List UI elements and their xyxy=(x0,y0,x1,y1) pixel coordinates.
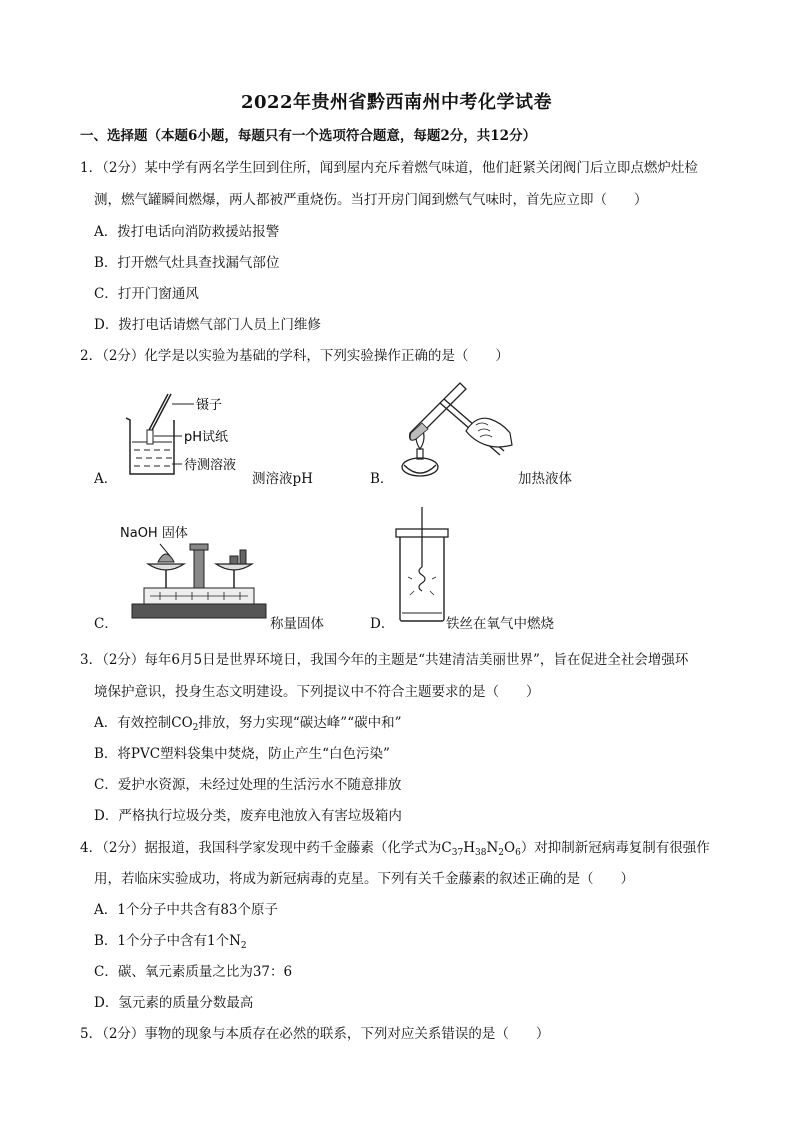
question-3-line-2: 境保护意识，投身生态文明建设。下列提议中不符合主题要求的是（ ） xyxy=(94,684,540,700)
question-4-option-c: C．碳、氧元素质量之比为37：6 xyxy=(94,964,293,980)
question-1-line-1: 1．（2分）某中学有两名学生回到住所，闻到屋内充斥着燃气味道，他们赶紧关闭阀门后立即点燃炉灶检 xyxy=(80,160,698,176)
question-2-option-d-caption: 铁丝在氧气中燃烧 xyxy=(446,616,554,632)
question-2-option-c-caption: 称量固体 xyxy=(270,616,324,632)
label-tweezers: 镊子 xyxy=(196,398,223,413)
heating-liquid-figure xyxy=(390,375,518,490)
question-2-option-b-caption: 加热液体 xyxy=(518,471,572,487)
question-2-line-1: 2．（2分）化学是以实验为基础的学科，下列实验操作正确的是（ ） xyxy=(80,348,509,364)
label-naoh-solid: NaOH 固体 xyxy=(120,526,188,541)
question-4-line-1: 4．（2分）据报道，我国科学家发现中药千金藤素（化学式为$C_{37}H_{38}N_2O_6$）对抑制新冠病毒复制有很强作 xyxy=(80,840,710,858)
section-heading: 一、选择题（本题6小题，每题只有一个选项符合题意，每题2分，共12分） xyxy=(80,128,537,144)
label-ph-paper: pH试纸 xyxy=(184,430,229,445)
question-3-option-c: C．爱护水资源，未经过处理的生活污水不随意排放 xyxy=(94,777,402,793)
question-3-line-1: 3．（2分）每年6月5日是世界环境日，我国今年的主题是“共建清洁美丽世界”，旨在促进全社会增强环 xyxy=(80,652,689,668)
question-1-option-b: B．打开燃气灶具查找漏气部位 xyxy=(94,255,280,271)
iron-wire-combustion-figure xyxy=(392,505,452,627)
question-2-option-d-letter: D． xyxy=(370,616,395,632)
question-1-option-d: D．拨打电话请燃气部门人员上门维修 xyxy=(94,317,321,333)
question-1-option-a: A．拨打电话向消防救援站报警 xyxy=(94,224,280,240)
question-2-option-a-caption: 测溶液pH xyxy=(252,471,313,487)
question-3-option-b: B．将PVC塑料袋集中焚烧，防止产生“白色污染” xyxy=(94,746,390,762)
label-test-solution: 待测溶液 xyxy=(184,458,237,473)
question-1-option-c: C．打开门窗通风 xyxy=(94,286,199,302)
balance-figure xyxy=(130,538,270,623)
question-4-option-b: B．1个分子中含有1个$N_2$ xyxy=(94,933,247,951)
question-2-option-b-letter: B． xyxy=(370,471,394,487)
question-4-line-2: 用，若临床实验成功，将成为新冠病毒的克星。下列有关千金藤素的叙述正确的是（ ） xyxy=(94,871,634,887)
question-1-line-2: 测，燃气罐瞬间燃爆，两人都被严重烧伤。当打开房门闻到燃气气味时，首先应立即（ ） xyxy=(94,192,648,208)
question-4-option-a: A．1个分子中共含有83个原子 xyxy=(94,902,279,918)
question-3-option-d: D．严格执行垃圾分类，废弃电池放入有害垃圾箱内 xyxy=(94,808,402,824)
question-3-option-a: A．有效控制$CO_2$排放，努力实现“碳达峰”“碳中和” xyxy=(94,715,402,733)
question-2-option-a-letter: A． xyxy=(94,471,118,487)
question-4-option-d: D．氢元素的质量分数最高 xyxy=(94,995,254,1011)
question-5-line-1: 5．（2分）事物的现象与本质存在必然的联系，下列对应关系错误的是（ ） xyxy=(80,1026,550,1042)
question-2-option-c-letter: C． xyxy=(94,616,118,632)
ph-test-figure xyxy=(120,390,260,485)
exam-title: 2022年贵州省黔西南州中考化学试卷 xyxy=(240,92,553,113)
